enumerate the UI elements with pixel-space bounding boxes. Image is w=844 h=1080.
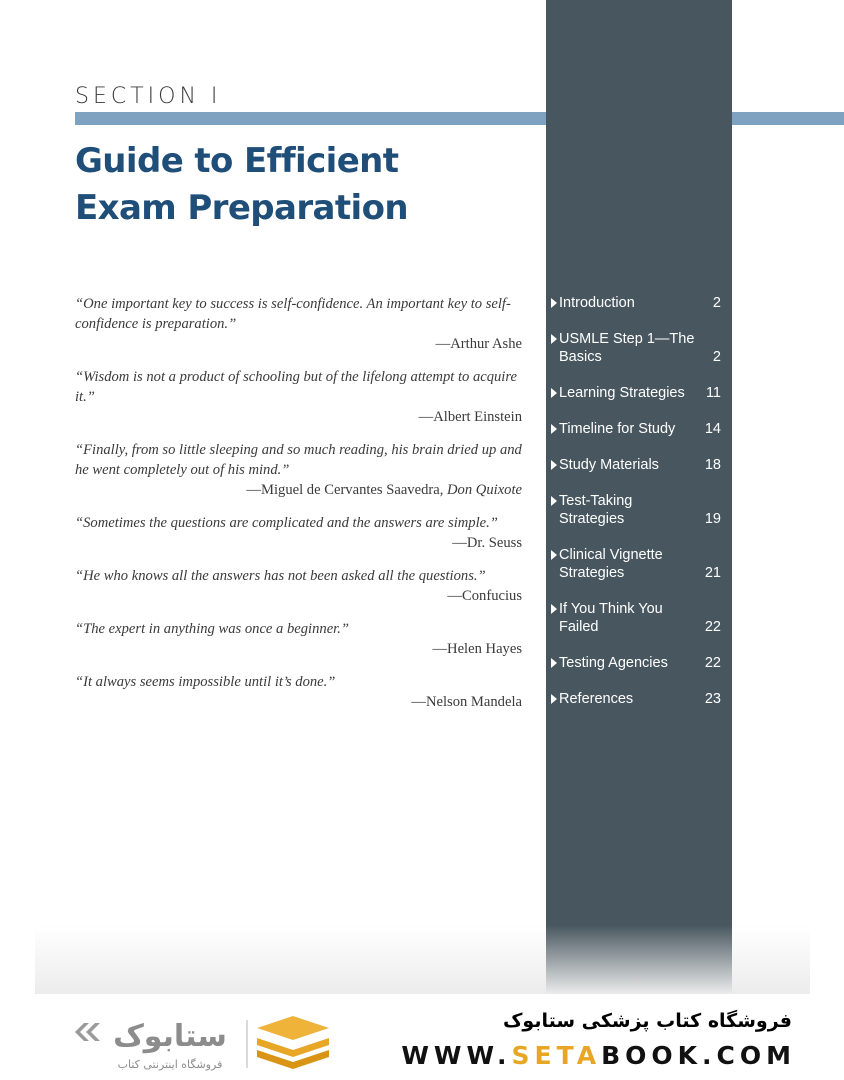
triangle-right-icon	[551, 658, 557, 668]
url-suffix: BOOK.COM	[601, 1041, 796, 1070]
title-line-2: Exam Preparation	[75, 188, 408, 228]
page-bottom-shadow	[35, 925, 810, 994]
triangle-right-icon	[551, 460, 557, 470]
quote	[75, 672, 522, 712]
triangle-right-icon	[551, 424, 557, 434]
toc-item-clinical-vignette[interactable]	[551, 546, 721, 582]
quote-author-name: —Miguel de Cervantes Saavedra,	[246, 482, 448, 498]
toc-item-label: USMLE Step 1—The Basics	[559, 331, 695, 365]
url-accent: SETA	[511, 1041, 602, 1070]
toc-item-page: 18	[704, 457, 721, 473]
toc-item-testing-agencies[interactable]	[551, 654, 721, 672]
toc-item-label: Introduction	[559, 295, 635, 311]
store-url[interactable]	[401, 1041, 796, 1070]
toc-item-label: Clinical Vignette Strategies	[559, 547, 663, 581]
toc-item-page: 22	[704, 655, 721, 671]
quote-text: “Finally, from so little sleeping and so much reading, his brain dried up and he went completely out of his mind.”	[75, 442, 522, 478]
toc-item-page: 22	[704, 619, 721, 635]
toc-item-label: Learning Strategies	[559, 385, 685, 401]
toc-item-usmle-basics[interactable]	[551, 330, 721, 366]
logo-tagline: فروشگاه اینترنتی کتاب	[117, 1058, 223, 1071]
quote-author: —Arthur Ashe	[435, 336, 522, 352]
triangle-right-icon	[551, 388, 557, 398]
quote	[75, 513, 522, 553]
toc-item-page: 2	[712, 349, 721, 365]
triangle-right-icon	[551, 604, 557, 614]
store-name: فروشگاه کتاب پزشکی ستابوک	[502, 1010, 792, 1032]
quote	[75, 294, 522, 354]
toc-item-label: Test-Taking Strategies	[559, 493, 633, 527]
toc-item-label: References	[559, 691, 634, 707]
toc-item-page: 23	[704, 691, 721, 707]
triangle-right-icon	[551, 694, 557, 704]
quote-text: “He who knows all the answers has not been asked all the questions.”	[75, 568, 486, 584]
url-prefix: WWW.	[401, 1041, 512, 1070]
toc-item-page: 14	[704, 421, 721, 437]
triangle-right-icon	[551, 496, 557, 506]
table-of-contents	[551, 294, 721, 726]
quote	[75, 619, 522, 659]
toc-item-label: Testing Agencies	[559, 655, 668, 671]
toc-item-label: Timeline for Study	[559, 421, 676, 437]
quotes-list	[75, 294, 522, 725]
quote-text: “Sometimes the questions are complicated and the answers are simple.”	[75, 515, 498, 531]
quote-author-work: Don Quixote	[447, 482, 522, 498]
toc-item-label: If You Think You Failed	[559, 601, 663, 635]
quote-author: —Albert Einstein	[418, 409, 522, 425]
triangle-right-icon	[551, 334, 557, 344]
sidebar-rule-mask	[546, 112, 732, 125]
toc-item-page: 11	[705, 385, 721, 401]
book-stack-icon	[257, 1016, 329, 1069]
section-label: SECTION I	[75, 84, 222, 109]
toc-item-page: 19	[704, 511, 721, 527]
toc-item-references[interactable]	[551, 690, 721, 708]
quote-text: “One important key to success is self-confidence. An important key to self-confidence is preparation.”	[75, 296, 511, 332]
toc-item-page: 2	[712, 295, 721, 311]
toc-item-if-you-failed[interactable]	[551, 600, 721, 636]
logo-chevrons-icon	[75, 1023, 100, 1041]
toc-item-label: Study Materials	[559, 457, 659, 473]
quote-author: —Dr. Seuss	[452, 535, 522, 551]
quote-author: —Confucius	[447, 588, 522, 604]
title-line-1: Guide to Efficient	[75, 141, 399, 181]
quote	[75, 440, 522, 500]
quote-text: “The expert in anything was once a beginner.”	[75, 621, 350, 637]
page-title	[75, 138, 408, 232]
toc-item-timeline[interactable]	[551, 420, 721, 438]
toc-item-learning-strategies[interactable]	[551, 384, 721, 402]
toc-item-introduction[interactable]	[551, 294, 721, 312]
quote	[75, 367, 522, 427]
toc-item-page: 21	[704, 565, 721, 581]
toc-item-study-materials[interactable]	[551, 456, 721, 474]
quote-author: —Helen Hayes	[432, 641, 522, 657]
logo-word: ستابوک	[113, 1019, 227, 1054]
toc-item-test-taking[interactable]	[551, 492, 721, 528]
quote	[75, 566, 522, 606]
quote-text: “Wisdom is not a product of schooling but of the lifelong attempt to acquire it.”	[75, 369, 517, 405]
quote-text: “It always seems impossible until it’s done.”	[75, 674, 336, 690]
quote-author	[75, 480, 522, 500]
setabook-logo[interactable]	[75, 1012, 335, 1074]
triangle-right-icon	[551, 298, 557, 308]
triangle-right-icon	[551, 550, 557, 560]
quote-author: —Nelson Mandela	[411, 694, 522, 710]
